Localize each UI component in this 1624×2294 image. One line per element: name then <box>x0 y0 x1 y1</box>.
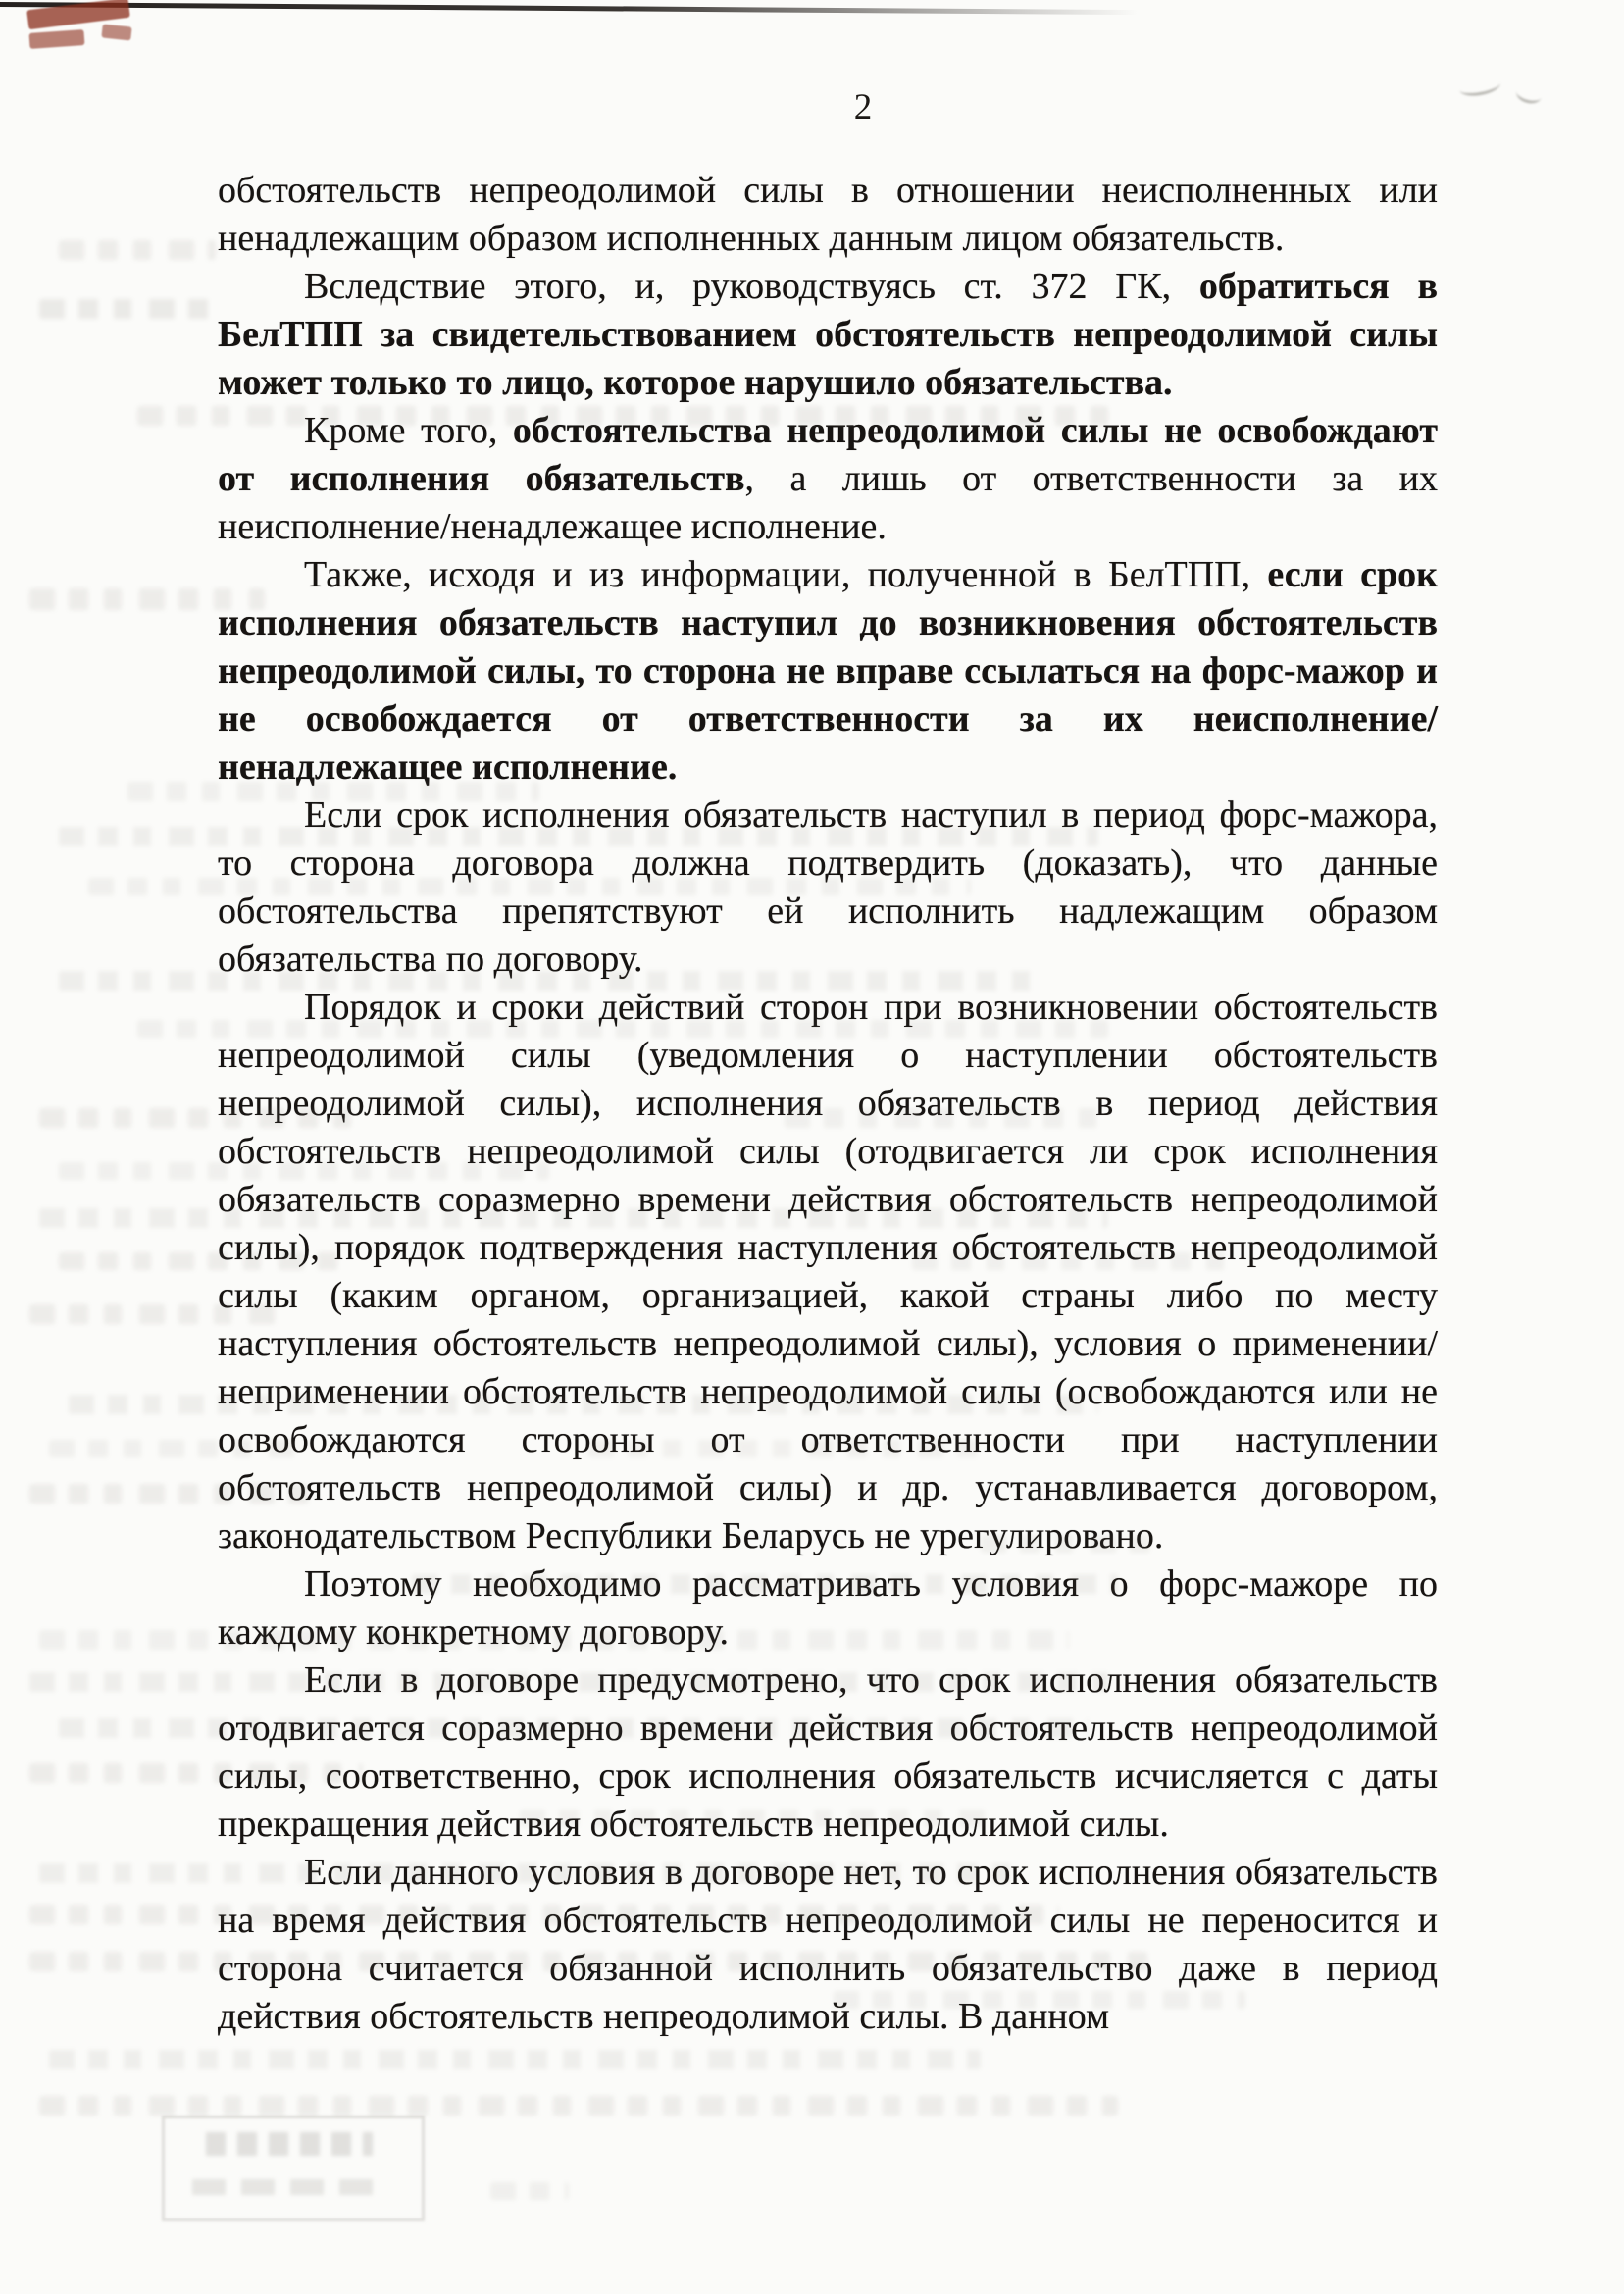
bleed-through-artifact <box>39 1108 353 1128</box>
text-run: обстоятельств непреодолимой силы в отношении неисполненных или ненадлежащим образом исполненных данным лицом обязательств. <box>218 170 1438 259</box>
bleed-through-artifact <box>29 1763 363 1783</box>
bleed-through-artifact <box>520 1810 990 1827</box>
paragraph <box>218 263 1438 407</box>
page-number: 2 <box>853 87 873 127</box>
bleed-through-artifact <box>912 1252 1236 1270</box>
bold-text-run: обратиться в БелТПП за свидетельствованием обстоятельств непреодолимой силы может только то лицо, которое нарушило обязательства. <box>218 266 1439 403</box>
bleed-through-artifact <box>59 971 1040 991</box>
bleed-through-artifact <box>29 1484 324 1504</box>
paragraph <box>218 167 1438 263</box>
bleed-through-artifact <box>39 1208 1108 1228</box>
paragraph <box>218 551 1438 791</box>
bleed-through-artifact <box>59 1162 549 1180</box>
bleed-through-artifact <box>29 1905 1059 1924</box>
bleed-through-artifact <box>127 782 539 801</box>
bleed-through-artifact <box>39 1863 1020 1883</box>
bleed-through-artifact <box>49 2050 981 2069</box>
text-run: Если данного условия в договоре нет, то срок исполнения обязательств на время действия обстоятельств непреодолимой силы не переносится и сторона считается обязанной исполнить обязательство даже в период действия обстоятельств непреодолимой силы. В данном <box>218 1852 1438 2037</box>
text-run: Кроме того, <box>304 410 513 451</box>
bold-text-run: обстоятельства непреодолимой силы не освобождают от исполнения обязательств <box>218 410 1439 499</box>
pencil-squiggle-artifact <box>1514 83 1543 106</box>
text-run: , а лишь от ответственности за их неисполнение/ненадлежащее исполнение. <box>218 458 1438 547</box>
text-run: Если в договоре предусмотрено, что срок исполнения обязательств отодвигается соразмерно времени действия обстоятельств непреодолимой силы, соответственно, срок исполнения обязательств исчисляется с даты прекращения действия обстоятельств непреодолимой силы. <box>218 1659 1438 1845</box>
bleed-through-artifact <box>412 1574 1118 1594</box>
bleed-through-artifact <box>39 2096 1118 2116</box>
bleed-through-artifact <box>29 1304 284 1324</box>
text-run: Поэтому необходимо рассматривать условия о форс-мажоре по каждому конкретному договору. <box>218 1563 1438 1653</box>
bleed-through-artifact <box>137 1020 1108 1038</box>
bleed-through-artifact <box>192 2179 379 2195</box>
bleed-through-artifact <box>137 406 1108 426</box>
bleed-through-artifact <box>49 1440 304 1457</box>
bleed-through-artifact <box>59 240 216 260</box>
bleed-through-artifact <box>29 1672 1108 1692</box>
paragraph <box>218 984 1438 1560</box>
bleed-through-artifact <box>29 1952 1147 1971</box>
bleed-through-artifact <box>785 1108 1108 1128</box>
red-ink-mark-artifact <box>101 24 131 40</box>
text-run: Если срок исполнения обязательств наступил в период форс-мажора, то сторона договора должна подтвердить (доказать), что данные обстоятельства препятствуют ей исполнить надлежащим образом обязательства по договору. <box>218 794 1438 980</box>
bleed-through-stamp-box-artifact <box>162 2116 425 2221</box>
text-run: Также, исходя и из информации, полученной в БелТПП, <box>304 554 1268 595</box>
bleed-through-artifact <box>59 827 1098 846</box>
bleed-through-artifact <box>59 1718 1089 1738</box>
bleed-through-artifact <box>59 1252 353 1270</box>
bleed-through-artifact <box>39 299 216 319</box>
bleed-through-artifact <box>29 588 265 610</box>
text-run: Порядок и сроки действий сторон при возникновении обстоятельств непреодолимой силы (уведомления о наступлении обстоятельств непреодолимой силы), исполнения обязательств в период действия обстоятельств непреодолимой силы (отодвигается ли срок исполнения обязательств соразмерно времени действия обстоятельств непреодолимой силы), порядок подтверждения наступления обстоятельств непреодолимой силы (каким органом, организацией, какой страны либо по месту наступления обстоятельств непреодолимой силы), условия о применении/неприменении обстоятельств непреодолимой силы (освобождаются или не освобождаются стороны от ответственности при наступлении обстоятельств непреодолимой силы) и др. устанавливается договором, законодательством Республики Беларусь не урегулировано. <box>218 987 1438 1556</box>
bleed-through-artifact <box>88 878 971 895</box>
bleed-through-artifact <box>588 1440 981 1457</box>
bleed-through-artifact <box>834 1991 1245 2009</box>
bleed-through-artifact <box>981 1535 1157 1553</box>
bleed-through-artifact <box>39 1630 1069 1650</box>
bleed-through-artifact <box>206 2132 373 2156</box>
text-run: Вследствие этого, и, руководствуясь ст. 372 ГК, <box>304 266 1199 307</box>
red-ink-mark-artifact <box>29 29 85 49</box>
paragraph <box>218 407 1438 551</box>
bold-text-run: если срок исполнения обязательств наступил до возникновения обстоятельств непреодолимой силы, то сторона не вправе ссылаться на форс-мажор и не освобождается от ответственности за их неисполнение/ненадлежащее исполнение. <box>218 554 1438 788</box>
document-body <box>218 167 1438 2041</box>
scanner-edge-line-artifact <box>0 2 1138 15</box>
bleed-through-artifact <box>490 2182 569 2200</box>
bleed-through-artifact <box>69 1395 1098 1414</box>
